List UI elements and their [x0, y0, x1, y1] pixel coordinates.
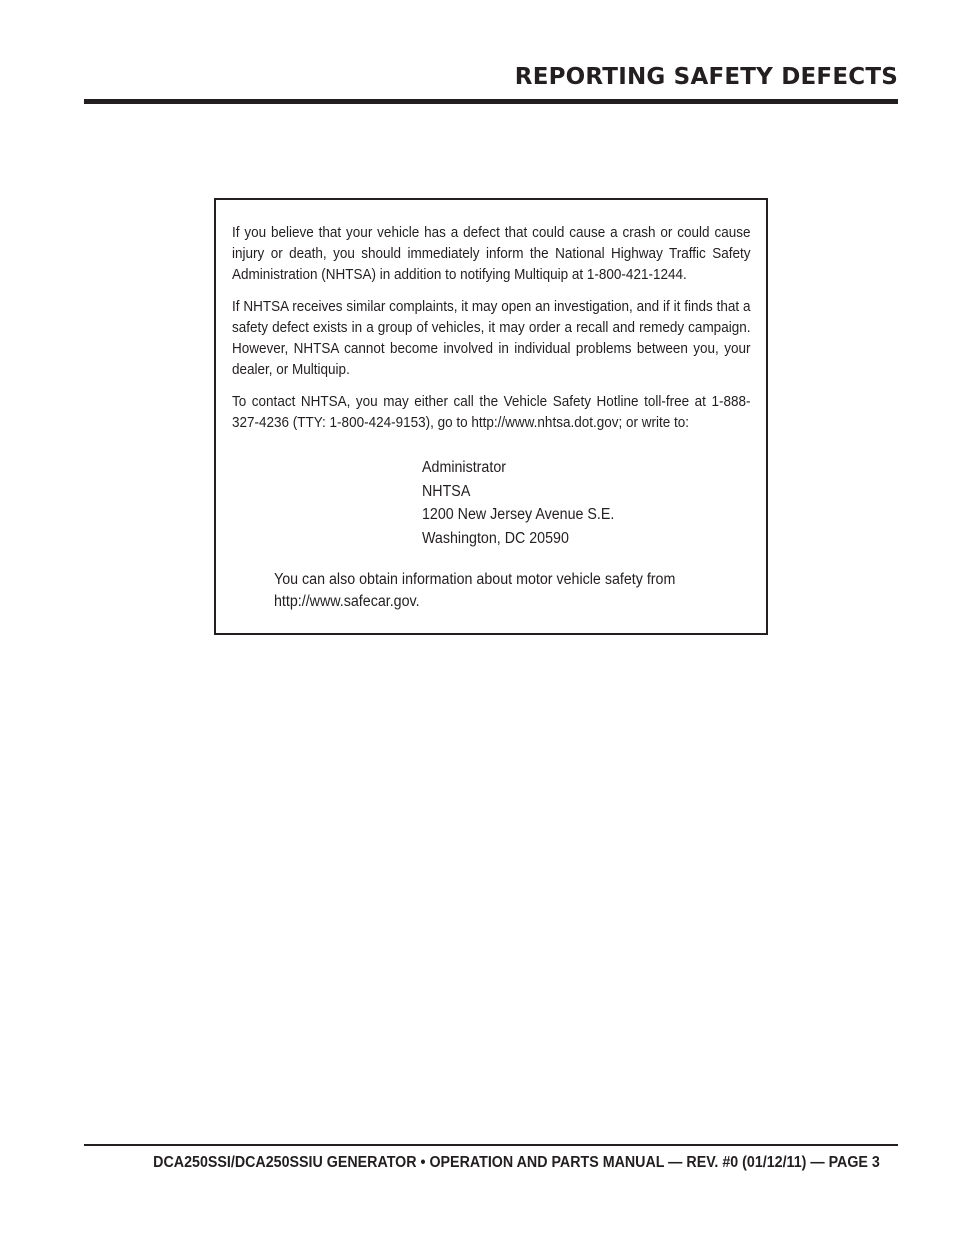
header-rule	[84, 99, 898, 104]
address-line: Administrator	[422, 459, 507, 476]
notice-paragraph-2: If NHTSA receives similar complaints, it may open an investigation, and if it finds that a safety defect exists in a group of vehicles, it may order a recall and remedy campaign. However, NHTSA cannot become involved in individual problems between you, your dealer, or Multiquip.	[232, 298, 751, 378]
safecar-line-2: http://www.safecar.gov.	[274, 592, 420, 610]
notice-paragraph-3: To contact NHTSA, you may either call the Vehicle Safety Hotline toll-free at 1-888-327-4236 (TTY: 1-800-424-9153), go to http://www.nhtsa.dot.gov; or write to:	[232, 393, 751, 431]
notice-paragraph-1: If you believe that your vehicle has a defect that could cause a crash or could cause injury or death, you should immediately inform the National Highway Traffic Safety Administration (NHTSA) in addition to notifying Multiquip at 1-800-421-1244.	[232, 224, 751, 283]
address-line: Washington, DC 20590	[422, 529, 569, 547]
nhtsa-address	[422, 456, 631, 550]
safety-notice-box	[214, 198, 768, 635]
address-line: NHTSA	[422, 482, 471, 500]
address-line: 1200 New Jersey Avenue S.E.	[422, 506, 615, 523]
safecar-line-1: You can also obtain information about motor vehicle safety from	[274, 571, 676, 588]
page-title: REPORTING SAFETY DEFECTS	[514, 64, 898, 90]
safecar-note	[274, 569, 734, 612]
footer-rule	[84, 1144, 898, 1146]
notice-body	[232, 222, 751, 444]
page-footer: DCA250SSI/DCA250SSIU GENERATOR • OPERATION AND PARTS MANUAL — REV. #0 (01/12/11) — PAGE 3	[153, 1154, 880, 1171]
